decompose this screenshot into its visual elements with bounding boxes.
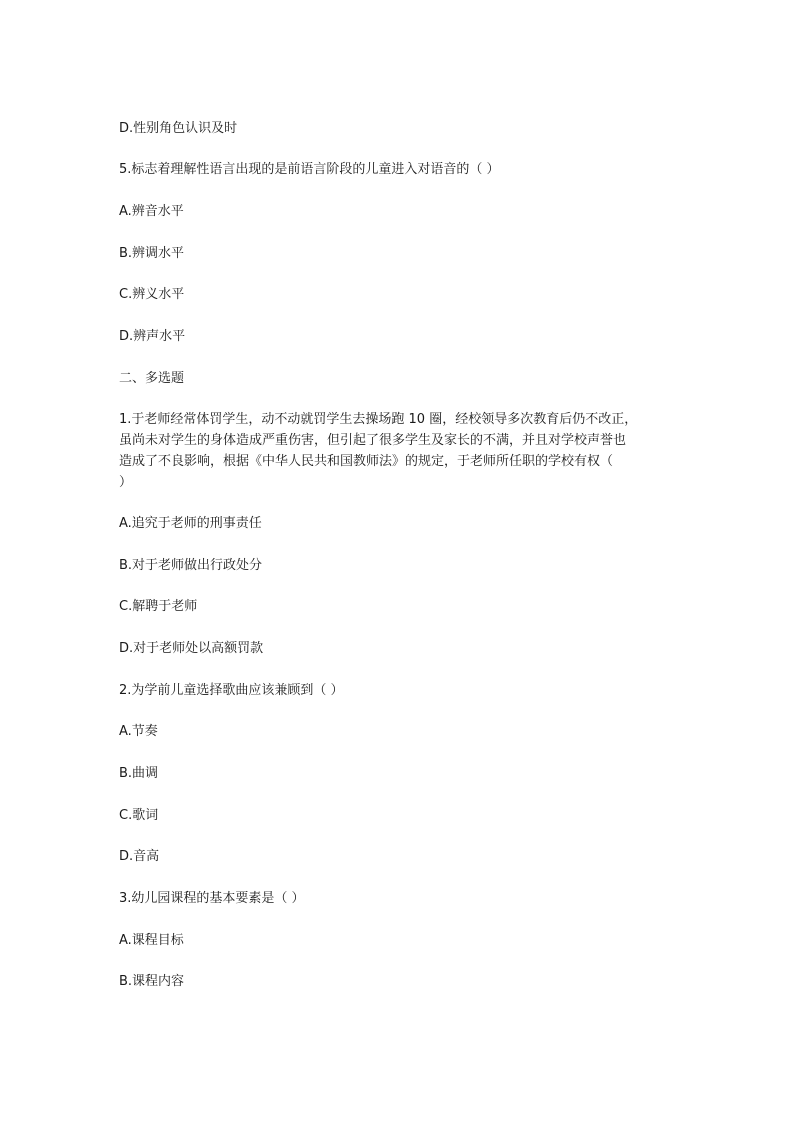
question-5-stem: 5.标志着理解性语言出现的是前语言阶段的儿童进入对语音的（ ）: [119, 162, 500, 177]
mq1-option-d: D.对于老师处以高额罚款: [119, 641, 264, 656]
mq1-stem-line-4: ）: [119, 475, 133, 490]
mq1-option-b: B.对于老师做出行政处分: [119, 558, 263, 573]
mq1-stem-line-1: 1.于老师经常体罚学生，动不动就罚学生去操场跑 10 圈，经校领导多次教育后仍不改正，: [119, 412, 638, 427]
question-5-option-d: D.辨声水平: [119, 329, 186, 344]
mq1-option-a: A.追究于老师的刑事责任: [119, 516, 262, 531]
question-5-option-c: C.辨义水平: [119, 287, 185, 302]
mq3-option-a: A.课程目标: [119, 933, 184, 948]
mq1-option-c: C.解聘于老师: [119, 599, 198, 614]
mq2-option-a: A.节奏: [119, 724, 158, 739]
mq2-option-b: B.曲调: [119, 766, 159, 781]
mq1-stem-line-2: 虽尚未对学生的身体造成严重伤害，但引起了很多学生及家长的不满，并且对学校声誉也: [119, 433, 627, 448]
section-title-multiple-choice: 二、多选题: [119, 371, 185, 386]
mq3-stem: 3.幼儿园课程的基本要素是（ ）: [119, 891, 305, 906]
mq2-option-d: D.音高: [119, 849, 160, 864]
mq2-option-c: C.歌词: [119, 808, 159, 823]
option-d-gender-role: D.性别角色认识及时: [119, 121, 238, 136]
question-5-option-a: A.辨音水平: [119, 204, 184, 219]
mq3-option-b: B.课程内容: [119, 974, 185, 989]
mq2-stem: 2.为学前儿童选择歌曲应该兼顾到（ ）: [119, 683, 344, 698]
question-5-option-b: B.辨调水平: [119, 246, 185, 261]
mq1-stem-line-3: 造成了不良影响，根据《中华人民共和国教师法》的规定，于老师所任职的学校有权（: [119, 454, 614, 469]
